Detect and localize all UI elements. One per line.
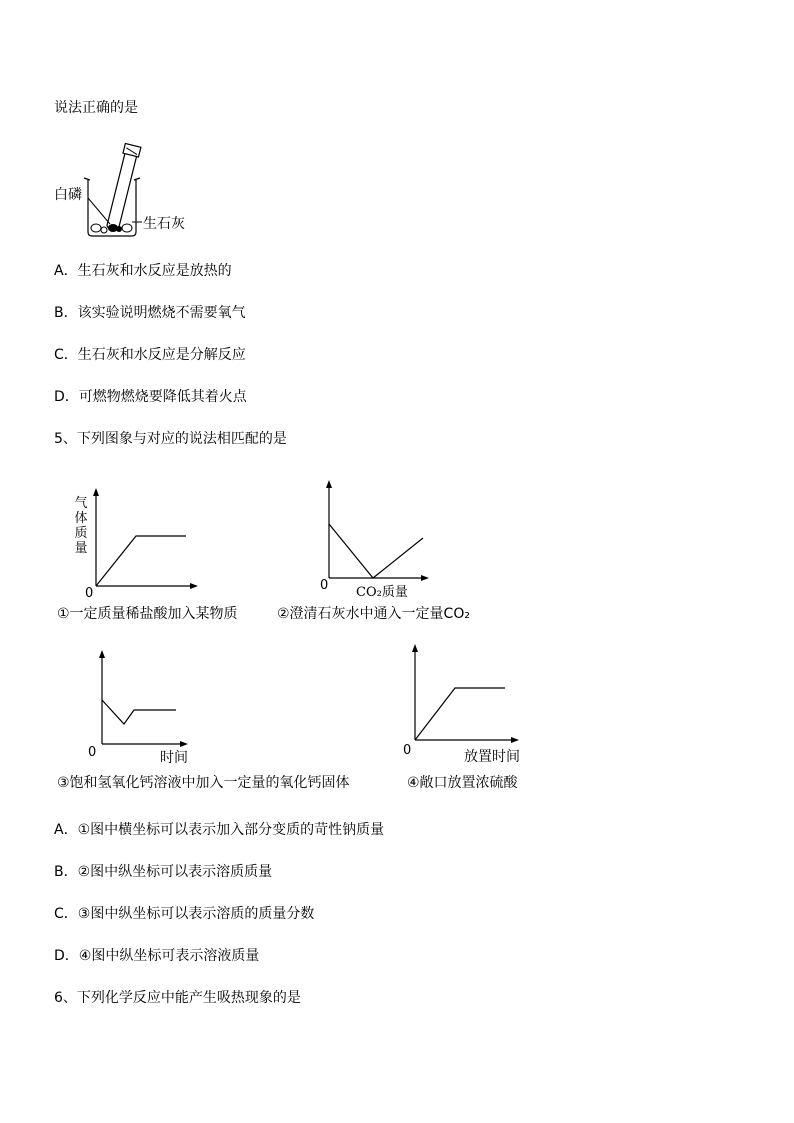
- graph-3-origin: 0: [88, 745, 97, 760]
- q4-option-b: B．该实验说明燃烧不需要氧气: [54, 305, 246, 321]
- graph-2-xlabel: CO₂质量: [356, 585, 408, 600]
- graph-1-ylabel: 气 体 质 量: [74, 496, 88, 556]
- q5-option-d: D．④图中纵坐标可表示溶液质量: [54, 948, 260, 964]
- graph-2-curve: [329, 524, 423, 578]
- white-phosphorus-label: 白磷: [54, 187, 82, 203]
- graph-2-caption: ②澄清石灰水中通入一定量CO₂: [277, 606, 470, 622]
- quicklime-label: 生石灰: [143, 216, 185, 232]
- graph-3-curve: [102, 700, 176, 724]
- graph-1-origin: 0: [85, 586, 94, 601]
- graph-4-caption: ④敞口放置浓硫酸: [407, 775, 518, 791]
- graph-1-caption: ①一定质量稀盐酸加入某物质: [57, 606, 238, 622]
- graph-4: [409, 642, 529, 742]
- graph-2: [323, 480, 443, 590]
- graph-4-origin: 0: [403, 743, 412, 758]
- graph-1: [90, 488, 210, 598]
- graph-3: [96, 648, 196, 748]
- q5-option-c: C．③图中纵坐标可以表示溶质的质量分数: [54, 906, 315, 922]
- test-tube: [106, 148, 138, 232]
- graph-3-xlabel: 时间: [160, 750, 188, 766]
- q4-option-d: D．可燃物燃烧要降低其着火点: [54, 389, 247, 405]
- q4-option-c: C．生石灰和水反应是分解反应: [54, 347, 246, 363]
- graph-1-curve: [96, 536, 186, 586]
- q5-option-a: A．①图中横坐标可以表示加入部分变质的苛性钠质量: [54, 822, 385, 838]
- graph-2-origin: 0: [320, 578, 329, 593]
- q5-stem: 5、下列图象与对应的说法相匹配的是: [54, 431, 287, 447]
- q6-stem: 6、下列化学反应中能产生吸热现象的是: [54, 990, 301, 1006]
- graph-4-xlabel: 放置时间: [464, 749, 520, 765]
- graph-3-caption: ③饱和氢氧化钙溶液中加入一定量的氧化钙固体: [57, 775, 350, 791]
- q4-option-a: A．生石灰和水反应是放热的: [54, 263, 232, 279]
- graph-4-curve: [415, 688, 505, 740]
- q5-option-b: B．②图中纵坐标可以表示溶质质量: [54, 864, 273, 880]
- question-intro: 说法正确的是: [54, 100, 138, 116]
